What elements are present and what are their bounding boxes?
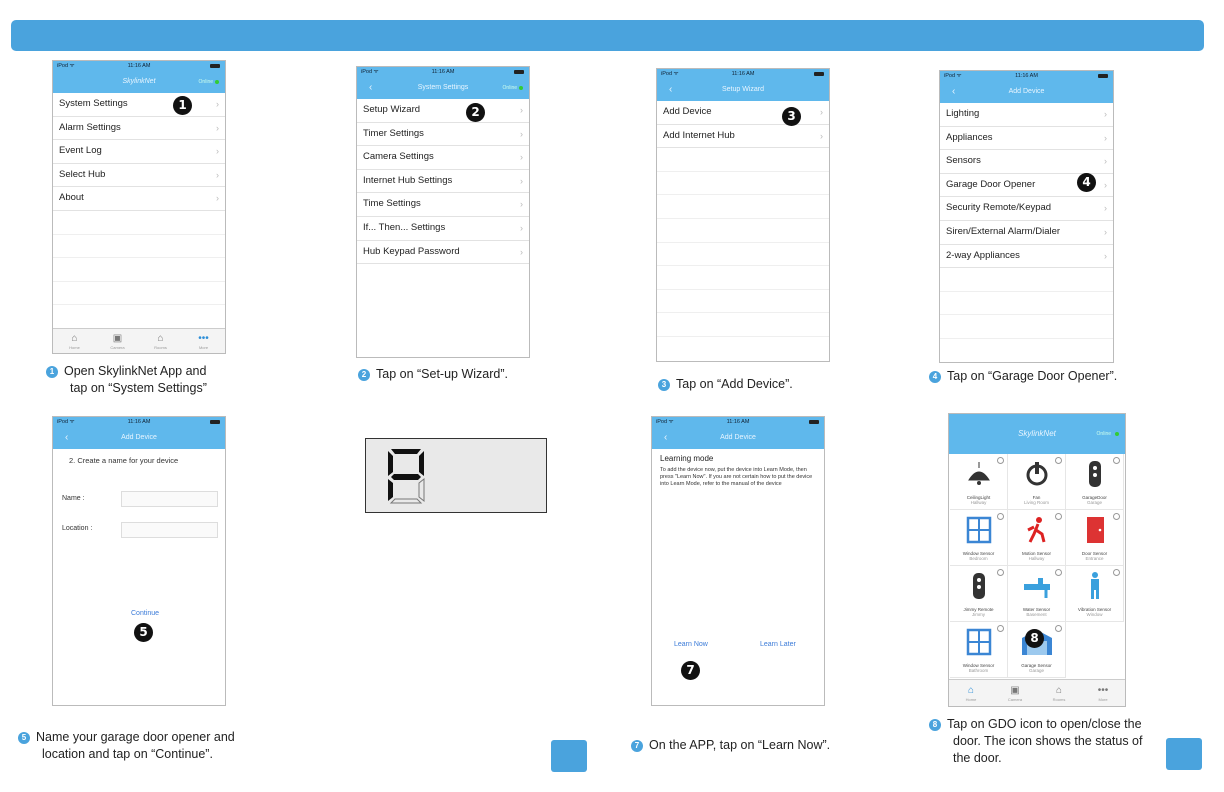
tile-settings-icon[interactable]: [1055, 625, 1062, 632]
empty-row: [657, 195, 829, 219]
status-bar: [53, 61, 225, 71]
tab-bar: [949, 679, 1125, 706]
chevron-right-icon: ›: [216, 122, 219, 133]
tab-camera[interactable]: ▣ Camera: [1007, 684, 1023, 702]
device-location: Garage: [1086, 500, 1102, 505]
row-add-device[interactable]: Add Device ›: [657, 101, 829, 125]
device-tile[interactable]: [950, 510, 1008, 566]
chevron-right-icon: ›: [1104, 203, 1107, 214]
chevron-right-icon: ›: [520, 105, 523, 115]
nav-bar: [657, 79, 829, 101]
step-badge-5: 5: [18, 732, 30, 744]
step-badge-2: 2: [358, 369, 370, 381]
row-setup-wizard[interactable]: Setup Wizard ›: [357, 99, 529, 123]
step-badge-4: 4: [929, 371, 941, 383]
screen-main-menu: [52, 60, 226, 354]
nav-title: Add Device: [720, 434, 756, 441]
page-number-box-left: [551, 740, 587, 772]
device-location: Entrance: [1085, 556, 1104, 561]
back-button[interactable]: ‹: [369, 82, 373, 93]
caption-step-1: 1 Open SkylinkNet App and tap on “System Settings”: [46, 363, 207, 397]
back-button[interactable]: ‹: [664, 432, 668, 443]
caption-step-8: 8 Tap on GDO icon to open/close the door. The icon shows the status of the door.: [929, 716, 1142, 767]
empty-row: [53, 235, 225, 259]
device-name: Jimmy Remote: [963, 607, 994, 612]
nav-bar: ‹ System Settings Online: [357, 77, 529, 99]
empty-row: [657, 290, 829, 314]
step-badge-8: 8: [929, 719, 941, 731]
chevron-right-icon: ›: [1104, 250, 1107, 261]
row-timer-settings[interactable]: Timer Settings ›: [357, 123, 529, 147]
device-name: Garage Sensor: [1021, 663, 1052, 668]
row-add-internet-hub[interactable]: Add Internet Hub ›: [657, 125, 829, 149]
row-appliances[interactable]: Appliances ›: [940, 127, 1113, 151]
status-time: 11:16 AM: [127, 63, 151, 69]
step-marker-7: 7: [681, 661, 700, 680]
battery-icon: [210, 64, 220, 68]
tab-rooms[interactable]: ⌂ Rooms: [1052, 684, 1066, 702]
chevron-right-icon: ›: [520, 152, 523, 163]
nav-title: Add Device: [121, 434, 157, 441]
status-bar: iPod ᯤ 11:16 AM: [940, 71, 1113, 81]
row-internet-hub-settings[interactable]: Internet Hub Settings ›: [357, 170, 529, 194]
row-about[interactable]: About ›: [53, 187, 225, 211]
tile-settings-icon[interactable]: [1055, 569, 1062, 576]
tile-settings-icon[interactable]: [1113, 513, 1120, 520]
empty-row: [657, 266, 829, 290]
screen-setup-wizard: [656, 68, 830, 362]
caption-step-2: 2 Tap on “Set-up Wizard”.: [358, 366, 508, 383]
step-badge-3: 3: [658, 379, 670, 391]
status-bar: iPod ᯤ 11:16 AM: [652, 417, 824, 427]
device-location: Bathroom: [968, 668, 989, 673]
device-tile[interactable]: [1066, 454, 1124, 510]
device-tile[interactable]: [950, 454, 1008, 510]
device-name: GarageDoor: [1082, 495, 1107, 500]
caption-step-4: 4 Tap on “Garage Door Opener”.: [929, 368, 1117, 385]
chevron-right-icon: ›: [520, 128, 523, 139]
device-location: Bedroom: [969, 556, 988, 561]
tab-more[interactable]: ••• More: [1097, 684, 1109, 702]
nav-title: Add Device: [1008, 88, 1045, 95]
online-indicator-icon: [1115, 432, 1119, 436]
device-location: Basement: [1026, 612, 1047, 617]
tile-settings-icon[interactable]: [1055, 513, 1062, 520]
device-name: Motion Sensor: [1021, 551, 1051, 556]
online-indicator-icon: [215, 80, 219, 84]
tile-settings-icon[interactable]: [997, 457, 1004, 464]
device-name: Water Sensor: [1022, 607, 1051, 612]
tab-more[interactable]: ••• More: [198, 332, 209, 350]
name-field[interactable]: [121, 491, 218, 507]
chevron-right-icon: ›: [520, 246, 523, 257]
tile-settings-icon[interactable]: [997, 569, 1004, 576]
step-marker-3: 3: [782, 107, 801, 126]
hub-seven-segment-display: [365, 438, 547, 513]
name-label: Name :: [62, 495, 85, 502]
device-location: Window: [1086, 612, 1103, 617]
empty-row: [657, 219, 829, 243]
device-location: Living Room: [1023, 500, 1049, 505]
step-badge-1: 1: [46, 366, 58, 378]
location-field[interactable]: [121, 522, 218, 538]
tile-settings-icon[interactable]: [1113, 569, 1120, 576]
screen-home-devices: [948, 413, 1126, 707]
learn-later-button[interactable]: Learn Later: [760, 641, 796, 648]
device-tile[interactable]: [1008, 510, 1066, 566]
device-name: Door Sensor: [1081, 551, 1108, 556]
device-name: Fan: [1032, 495, 1041, 500]
chevron-right-icon: ›: [1104, 109, 1107, 119]
status-bar: iPod ᯤ 11:16 AM: [53, 417, 225, 427]
chevron-right-icon: ›: [820, 130, 823, 141]
battery-icon: [809, 420, 819, 424]
chevron-right-icon: ›: [1104, 226, 1107, 237]
row-security-remote-keypad[interactable]: Security Remote/Keypad ›: [940, 197, 1113, 221]
empty-row: [657, 148, 829, 172]
back-button[interactable]: ‹: [65, 432, 69, 443]
nav-bar: [53, 71, 225, 93]
continue-button[interactable]: Continue: [131, 610, 160, 617]
empty-row: [657, 172, 829, 196]
caption-step-3: 3 Tap on “Add Device”.: [658, 376, 793, 393]
row-time-settings[interactable]: Time Settings ›: [357, 193, 529, 217]
app-logo: SkylinkNet: [122, 78, 156, 85]
row-2way-appliances[interactable]: 2-way Appliances ›: [940, 245, 1113, 269]
step-marker-1: 1: [173, 96, 192, 115]
empty-row: [940, 315, 1113, 339]
chevron-right-icon: ›: [216, 99, 219, 109]
empty-row: [940, 292, 1113, 316]
learning-mode-body: To add the device now, put the device into Learn Mode, then press "Learn Now". If you are not certain how to put the device into Learn Mode, refer to the manual of the device: [660, 467, 813, 487]
row-siren-external-alarm[interactable]: Siren/External Alarm/Dialer ›: [940, 221, 1113, 245]
nav-bar: [652, 427, 824, 449]
empty-row: [53, 211, 225, 235]
battery-icon: [1098, 74, 1108, 78]
device-name: CeilingLight: [966, 495, 991, 500]
status-carrier: iPod ᯤ: [57, 63, 75, 69]
row-event-log[interactable]: Event Log ›: [53, 140, 225, 164]
device-location: Garage: [1028, 668, 1044, 673]
step-marker-2: 2: [466, 103, 485, 122]
back-button[interactable]: ‹: [669, 84, 673, 95]
row-hub-keypad-password[interactable]: Hub Keypad Password ›: [357, 241, 529, 265]
battery-icon: [814, 72, 824, 76]
chevron-right-icon: ›: [520, 222, 523, 233]
chevron-right-icon: ›: [520, 175, 523, 186]
tab-home[interactable]: ⌂ Home: [965, 684, 977, 702]
device-tile[interactable]: [1066, 510, 1124, 566]
caption-step-5: 5 Name your garage door opener and location and tap on “Continue”.: [18, 729, 235, 763]
empty-row: [53, 258, 225, 282]
device-name: Window Sensor: [962, 663, 995, 668]
tab-rooms[interactable]: ⌂ Rooms: [154, 332, 167, 350]
online-indicator-icon: [519, 86, 523, 90]
row-system-settings[interactable]: System Settings ›: [53, 93, 225, 117]
battery-icon: [210, 420, 220, 424]
hub-status: Online: [198, 79, 213, 85]
tile-settings-icon[interactable]: [997, 625, 1004, 632]
battery-icon: [514, 70, 524, 74]
tab-bar: [53, 328, 225, 353]
device-name: Window Sensor: [962, 551, 995, 556]
screen-name-device: [52, 416, 226, 706]
screen-system-settings: [356, 66, 530, 358]
page-number-box-right: [1166, 738, 1202, 770]
step-marker-4: 4: [1077, 173, 1096, 192]
tab-home[interactable]: ⌂ Home: [69, 332, 80, 350]
app-logo: SkylinkNet: [1018, 429, 1056, 438]
empty-row: [657, 243, 829, 267]
form-instruction: 2. Create a name for your device: [69, 456, 179, 465]
empty-row: [657, 313, 829, 337]
nav-title: System Settings: [417, 84, 469, 91]
step-marker-5: 5: [134, 623, 153, 642]
device-tile[interactable]: [1008, 454, 1066, 510]
learning-mode-heading: Learning mode: [660, 454, 714, 463]
empty-row: [940, 268, 1113, 292]
status-bar: iPod ᯤ 11:16 AM: [357, 67, 529, 77]
device-location: Hallway: [1028, 556, 1045, 561]
device-tile[interactable]: [1066, 566, 1124, 622]
screen-add-device: [939, 70, 1114, 363]
tile-settings-icon[interactable]: [1113, 457, 1120, 464]
tile-settings-icon[interactable]: [1055, 457, 1062, 464]
device-name: Vibration Sensor: [1077, 607, 1112, 612]
chevron-right-icon: ›: [216, 193, 219, 204]
row-sensors[interactable]: Sensors ›: [940, 150, 1113, 174]
row-camera-settings[interactable]: Camera Settings ›: [357, 146, 529, 170]
caption-step-7: 7 On the APP, tap on “Learn Now”.: [631, 737, 830, 754]
device-tile[interactable]: [950, 566, 1008, 622]
row-select-hub[interactable]: Select Hub ›: [53, 164, 225, 188]
device-tile[interactable]: [950, 622, 1008, 678]
chevron-right-icon: ›: [1104, 156, 1107, 167]
learn-now-button[interactable]: Learn Now: [674, 641, 708, 648]
chevron-right-icon: ›: [520, 199, 523, 210]
chevron-right-icon: ›: [1104, 179, 1107, 190]
header-bar: [11, 20, 1204, 51]
chevron-right-icon: ›: [216, 146, 219, 157]
nav-bar: [940, 81, 1113, 103]
nav-bar: SkylinkNet Online: [949, 414, 1125, 454]
row-lighting[interactable]: Lighting ›: [940, 103, 1113, 127]
step-marker-8: 8: [1025, 629, 1044, 648]
device-tile[interactable]: [1008, 566, 1066, 622]
chevron-right-icon: ›: [216, 169, 219, 180]
empty-row: [53, 282, 225, 306]
device-location: Jimmy: [972, 612, 985, 617]
segment-digit-p-icon: [366, 439, 546, 512]
nav-bar: [53, 427, 225, 449]
chevron-right-icon: ›: [820, 107, 823, 117]
location-label: Location :: [62, 525, 93, 532]
tab-camera[interactable]: ▣ Camera: [110, 332, 125, 350]
back-button[interactable]: ‹: [952, 86, 956, 97]
device-location: Hallway: [970, 500, 987, 505]
row-alarm-settings[interactable]: Alarm Settings ›: [53, 117, 225, 141]
tile-settings-icon[interactable]: [997, 513, 1004, 520]
chevron-right-icon: ›: [1104, 132, 1107, 143]
step-badge-7: 7: [631, 740, 643, 752]
nav-title: Setup Wizard: [721, 86, 765, 93]
screen-learning-mode: [651, 416, 825, 706]
status-bar: iPod ᯤ 11:16 AM: [657, 69, 829, 79]
row-if-then-settings[interactable]: If... Then... Settings ›: [357, 217, 529, 241]
row-garage-door-opener[interactable]: Garage Door Opener ›: [940, 174, 1113, 198]
